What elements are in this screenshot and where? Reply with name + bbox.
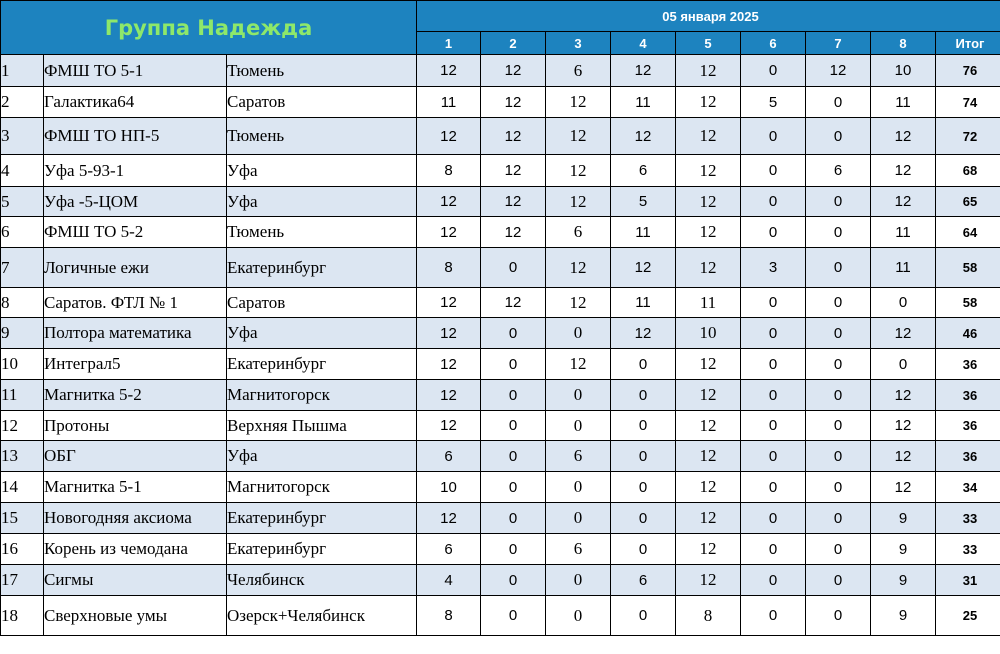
score-cell-round-8: 12 <box>871 411 936 441</box>
score-cell-round-4: 11 <box>611 217 676 248</box>
date-header: 05 января 2025 <box>417 1 1000 32</box>
table-row <box>1 380 1000 411</box>
city-cell: Уфа <box>227 318 417 349</box>
team-name-cell: Галактика64 <box>44 87 227 118</box>
score-cell-round-5: 12 <box>676 349 741 380</box>
city-cell: Екатеринбург <box>227 534 417 565</box>
score-cell-round-5: 12 <box>676 503 741 534</box>
place-cell: 4 <box>1 155 44 187</box>
city-cell: Озерск+Челябинск <box>227 596 417 636</box>
place-cell: 7 <box>1 248 44 288</box>
score-cell-round-6: 0 <box>741 217 806 248</box>
round-header: 1 <box>417 32 481 55</box>
score-cell-round-2: 0 <box>481 349 546 380</box>
score-cell-round-4: 0 <box>611 380 676 411</box>
total-cell: 58 <box>936 288 1000 318</box>
score-cell-round-8: 12 <box>871 187 936 217</box>
place-cell: 3 <box>1 118 44 155</box>
score-cell-round-1: 12 <box>417 349 481 380</box>
round-header: 6 <box>741 32 806 55</box>
score-cell-round-8: 12 <box>871 318 936 349</box>
score-cell-round-6: 0 <box>741 441 806 472</box>
score-cell-round-3: 12 <box>546 155 611 187</box>
score-cell-round-6: 0 <box>741 288 806 318</box>
score-cell-round-7: 0 <box>806 217 871 248</box>
total-cell: 34 <box>936 472 1000 503</box>
score-cell-round-5: 12 <box>676 565 741 596</box>
score-cell-round-1: 8 <box>417 248 481 288</box>
place-cell: 8 <box>1 288 44 318</box>
score-cell-round-1: 12 <box>417 411 481 441</box>
total-cell: 64 <box>936 217 1000 248</box>
table-row <box>1 441 1000 472</box>
score-cell-round-3: 12 <box>546 118 611 155</box>
place-cell: 15 <box>1 503 44 534</box>
score-cell-round-1: 12 <box>417 187 481 217</box>
score-cell-round-2: 0 <box>481 441 546 472</box>
score-cell-round-8: 11 <box>871 87 936 118</box>
score-cell-round-7: 6 <box>806 155 871 187</box>
team-name-cell: ОБГ <box>44 441 227 472</box>
score-cell-round-7: 0 <box>806 318 871 349</box>
score-cell-round-3: 6 <box>546 441 611 472</box>
table-row <box>1 217 1000 248</box>
score-cell-round-5: 11 <box>676 288 741 318</box>
team-name-cell: Уфа -5-ЦОМ <box>44 187 227 217</box>
table-row <box>1 318 1000 349</box>
place-cell: 12 <box>1 411 44 441</box>
place-cell: 2 <box>1 87 44 118</box>
round-header: 7 <box>806 32 871 55</box>
score-cell-round-1: 12 <box>417 380 481 411</box>
score-cell-round-8: 12 <box>871 380 936 411</box>
table-row <box>1 472 1000 503</box>
score-cell-round-6: 0 <box>741 380 806 411</box>
score-cell-round-6: 0 <box>741 55 806 87</box>
score-cell-round-4: 0 <box>611 349 676 380</box>
group-title: Группа Надежда <box>1 1 417 55</box>
team-name-cell: ФМШ ТО 5-1 <box>44 55 227 87</box>
score-cell-round-8: 9 <box>871 565 936 596</box>
round-header: 2 <box>481 32 546 55</box>
score-cell-round-8: 11 <box>871 217 936 248</box>
team-name-cell: Протоны <box>44 411 227 441</box>
score-cell-round-4: 12 <box>611 118 676 155</box>
score-cell-round-2: 12 <box>481 187 546 217</box>
score-cell-round-5: 8 <box>676 596 741 636</box>
city-cell: Магнитогорск <box>227 472 417 503</box>
table-header <box>1 1 1000 55</box>
score-cell-round-4: 0 <box>611 411 676 441</box>
score-cell-round-6: 0 <box>741 187 806 217</box>
score-cell-round-8: 12 <box>871 118 936 155</box>
total-cell: 68 <box>936 155 1000 187</box>
score-cell-round-8: 11 <box>871 248 936 288</box>
score-cell-round-7: 0 <box>806 534 871 565</box>
score-cell-round-8: 9 <box>871 534 936 565</box>
team-name-cell: ФМШ ТО НП-5 <box>44 118 227 155</box>
place-cell: 10 <box>1 349 44 380</box>
total-cell: 58 <box>936 248 1000 288</box>
score-cell-round-1: 12 <box>417 318 481 349</box>
score-cell-round-5: 12 <box>676 441 741 472</box>
score-cell-round-5: 12 <box>676 87 741 118</box>
score-cell-round-5: 10 <box>676 318 741 349</box>
place-cell: 17 <box>1 565 44 596</box>
city-cell: Уфа <box>227 441 417 472</box>
score-cell-round-6: 0 <box>741 155 806 187</box>
score-cell-round-3: 12 <box>546 349 611 380</box>
score-cell-round-4: 0 <box>611 503 676 534</box>
total-cell: 36 <box>936 411 1000 441</box>
score-cell-round-4: 12 <box>611 318 676 349</box>
score-cell-round-1: 6 <box>417 534 481 565</box>
team-name-cell: Магнитка 5-2 <box>44 380 227 411</box>
table-row <box>1 288 1000 318</box>
city-cell: Тюмень <box>227 55 417 87</box>
total-cell: 33 <box>936 534 1000 565</box>
score-cell-round-4: 5 <box>611 187 676 217</box>
score-cell-round-3: 0 <box>546 318 611 349</box>
score-cell-round-3: 12 <box>546 248 611 288</box>
score-cell-round-6: 0 <box>741 411 806 441</box>
team-name-cell: Полтора математика <box>44 318 227 349</box>
score-cell-round-7: 0 <box>806 87 871 118</box>
city-cell: Саратов <box>227 87 417 118</box>
team-name-cell: Интеграл5 <box>44 349 227 380</box>
score-cell-round-5: 12 <box>676 380 741 411</box>
score-cell-round-2: 0 <box>481 534 546 565</box>
table-row <box>1 187 1000 217</box>
score-cell-round-2: 12 <box>481 288 546 318</box>
score-cell-round-3: 0 <box>546 503 611 534</box>
score-cell-round-3: 0 <box>546 411 611 441</box>
score-cell-round-4: 11 <box>611 288 676 318</box>
score-cell-round-6: 5 <box>741 87 806 118</box>
team-name-cell: Уфа 5-93-1 <box>44 155 227 187</box>
score-cell-round-1: 6 <box>417 441 481 472</box>
total-cell: 25 <box>936 596 1000 636</box>
score-cell-round-6: 0 <box>741 118 806 155</box>
table-row <box>1 248 1000 288</box>
score-cell-round-3: 0 <box>546 472 611 503</box>
score-cell-round-4: 0 <box>611 472 676 503</box>
team-name-cell: ФМШ ТО 5-2 <box>44 217 227 248</box>
header-row-top <box>1 1 1000 32</box>
city-cell: Уфа <box>227 155 417 187</box>
score-cell-round-7: 0 <box>806 596 871 636</box>
score-cell-round-8: 9 <box>871 596 936 636</box>
score-cell-round-3: 0 <box>546 565 611 596</box>
score-cell-round-7: 0 <box>806 441 871 472</box>
score-cell-round-2: 12 <box>481 155 546 187</box>
score-cell-round-3: 6 <box>546 217 611 248</box>
team-name-cell: Саратов. ФТЛ № 1 <box>44 288 227 318</box>
table-row <box>1 87 1000 118</box>
score-cell-round-5: 12 <box>676 248 741 288</box>
score-cell-round-1: 12 <box>417 288 481 318</box>
score-cell-round-5: 12 <box>676 472 741 503</box>
score-cell-round-4: 0 <box>611 534 676 565</box>
score-cell-round-4: 11 <box>611 87 676 118</box>
score-cell-round-4: 12 <box>611 55 676 87</box>
table-row <box>1 596 1000 636</box>
place-cell: 6 <box>1 217 44 248</box>
table-row <box>1 411 1000 441</box>
score-cell-round-5: 12 <box>676 55 741 87</box>
score-cell-round-3: 12 <box>546 288 611 318</box>
score-cell-round-1: 11 <box>417 87 481 118</box>
score-cell-round-1: 10 <box>417 472 481 503</box>
score-cell-round-2: 0 <box>481 248 546 288</box>
score-cell-round-3: 12 <box>546 87 611 118</box>
team-name-cell: Сверхновые умы <box>44 596 227 636</box>
score-cell-round-1: 8 <box>417 155 481 187</box>
score-cell-round-7: 0 <box>806 118 871 155</box>
score-cell-round-1: 12 <box>417 55 481 87</box>
score-cell-round-7: 0 <box>806 187 871 217</box>
city-cell: Тюмень <box>227 118 417 155</box>
table-row <box>1 503 1000 534</box>
city-cell: Челябинск <box>227 565 417 596</box>
score-cell-round-8: 12 <box>871 441 936 472</box>
score-cell-round-3: 6 <box>546 534 611 565</box>
score-cell-round-7: 0 <box>806 288 871 318</box>
total-header: Итог <box>936 32 1000 55</box>
score-cell-round-2: 0 <box>481 503 546 534</box>
place-cell: 18 <box>1 596 44 636</box>
score-cell-round-4: 6 <box>611 565 676 596</box>
place-cell: 1 <box>1 55 44 87</box>
score-cell-round-7: 0 <box>806 472 871 503</box>
score-cell-round-2: 12 <box>481 87 546 118</box>
score-cell-round-1: 12 <box>417 217 481 248</box>
score-cell-round-5: 12 <box>676 217 741 248</box>
score-cell-round-4: 12 <box>611 248 676 288</box>
total-cell: 31 <box>936 565 1000 596</box>
score-cell-round-2: 12 <box>481 55 546 87</box>
score-cell-round-3: 0 <box>546 380 611 411</box>
total-cell: 72 <box>936 118 1000 155</box>
total-cell: 46 <box>936 318 1000 349</box>
score-cell-round-6: 0 <box>741 596 806 636</box>
city-cell: Саратов <box>227 288 417 318</box>
table-row <box>1 118 1000 155</box>
place-cell: 9 <box>1 318 44 349</box>
score-cell-round-2: 12 <box>481 118 546 155</box>
score-cell-round-1: 12 <box>417 118 481 155</box>
score-cell-round-6: 0 <box>741 534 806 565</box>
score-cell-round-2: 0 <box>481 318 546 349</box>
score-cell-round-2: 0 <box>481 380 546 411</box>
table-row <box>1 349 1000 380</box>
total-cell: 36 <box>936 380 1000 411</box>
city-cell: Екатеринбург <box>227 503 417 534</box>
score-cell-round-2: 0 <box>481 472 546 503</box>
total-cell: 74 <box>936 87 1000 118</box>
score-cell-round-2: 0 <box>481 411 546 441</box>
score-cell-round-1: 12 <box>417 503 481 534</box>
round-header: 4 <box>611 32 676 55</box>
city-cell: Екатеринбург <box>227 349 417 380</box>
place-cell: 5 <box>1 187 44 217</box>
score-cell-round-5: 12 <box>676 187 741 217</box>
score-cell-round-8: 0 <box>871 349 936 380</box>
place-cell: 16 <box>1 534 44 565</box>
score-cell-round-5: 12 <box>676 411 741 441</box>
total-cell: 65 <box>936 187 1000 217</box>
team-name-cell: Новогодняя аксиома <box>44 503 227 534</box>
score-cell-round-3: 12 <box>546 187 611 217</box>
total-cell: 76 <box>936 55 1000 87</box>
score-cell-round-6: 0 <box>741 349 806 380</box>
score-cell-round-7: 0 <box>806 248 871 288</box>
score-cell-round-3: 6 <box>546 55 611 87</box>
score-cell-round-6: 0 <box>741 503 806 534</box>
table-row <box>1 55 1000 87</box>
city-cell: Екатеринбург <box>227 248 417 288</box>
total-cell: 36 <box>936 441 1000 472</box>
score-cell-round-3: 0 <box>546 596 611 636</box>
team-name-cell: Корень из чемодана <box>44 534 227 565</box>
round-header: 8 <box>871 32 936 55</box>
table-row <box>1 565 1000 596</box>
score-cell-round-8: 0 <box>871 288 936 318</box>
city-cell: Верхняя Пышма <box>227 411 417 441</box>
score-cell-round-2: 0 <box>481 596 546 636</box>
score-cell-round-6: 0 <box>741 565 806 596</box>
city-cell: Тюмень <box>227 217 417 248</box>
score-cell-round-4: 6 <box>611 155 676 187</box>
score-cell-round-4: 0 <box>611 441 676 472</box>
score-cell-round-1: 8 <box>417 596 481 636</box>
score-cell-round-6: 0 <box>741 472 806 503</box>
city-cell: Магнитогорск <box>227 380 417 411</box>
score-cell-round-8: 12 <box>871 155 936 187</box>
place-cell: 14 <box>1 472 44 503</box>
round-header: 3 <box>546 32 611 55</box>
score-cell-round-2: 12 <box>481 217 546 248</box>
score-cell-round-7: 0 <box>806 380 871 411</box>
score-cell-round-2: 0 <box>481 565 546 596</box>
score-cell-round-8: 12 <box>871 472 936 503</box>
score-cell-round-7: 12 <box>806 55 871 87</box>
total-cell: 33 <box>936 503 1000 534</box>
score-cell-round-8: 10 <box>871 55 936 87</box>
score-cell-round-4: 0 <box>611 596 676 636</box>
team-name-cell: Сигмы <box>44 565 227 596</box>
score-cell-round-7: 0 <box>806 565 871 596</box>
score-cell-round-5: 12 <box>676 534 741 565</box>
table-body <box>1 55 1000 636</box>
team-name-cell: Магнитка 5-1 <box>44 472 227 503</box>
score-cell-round-7: 0 <box>806 503 871 534</box>
score-cell-round-7: 0 <box>806 349 871 380</box>
score-cell-round-8: 9 <box>871 503 936 534</box>
score-cell-round-1: 4 <box>417 565 481 596</box>
place-cell: 11 <box>1 380 44 411</box>
place-cell: 13 <box>1 441 44 472</box>
table-row <box>1 155 1000 187</box>
score-cell-round-5: 12 <box>676 155 741 187</box>
round-header: 5 <box>676 32 741 55</box>
team-name-cell: Логичные ежи <box>44 248 227 288</box>
score-cell-round-5: 12 <box>676 118 741 155</box>
total-cell: 36 <box>936 349 1000 380</box>
table-row <box>1 534 1000 565</box>
score-cell-round-6: 3 <box>741 248 806 288</box>
score-cell-round-6: 0 <box>741 318 806 349</box>
score-cell-round-7: 0 <box>806 411 871 441</box>
city-cell: Уфа <box>227 187 417 217</box>
